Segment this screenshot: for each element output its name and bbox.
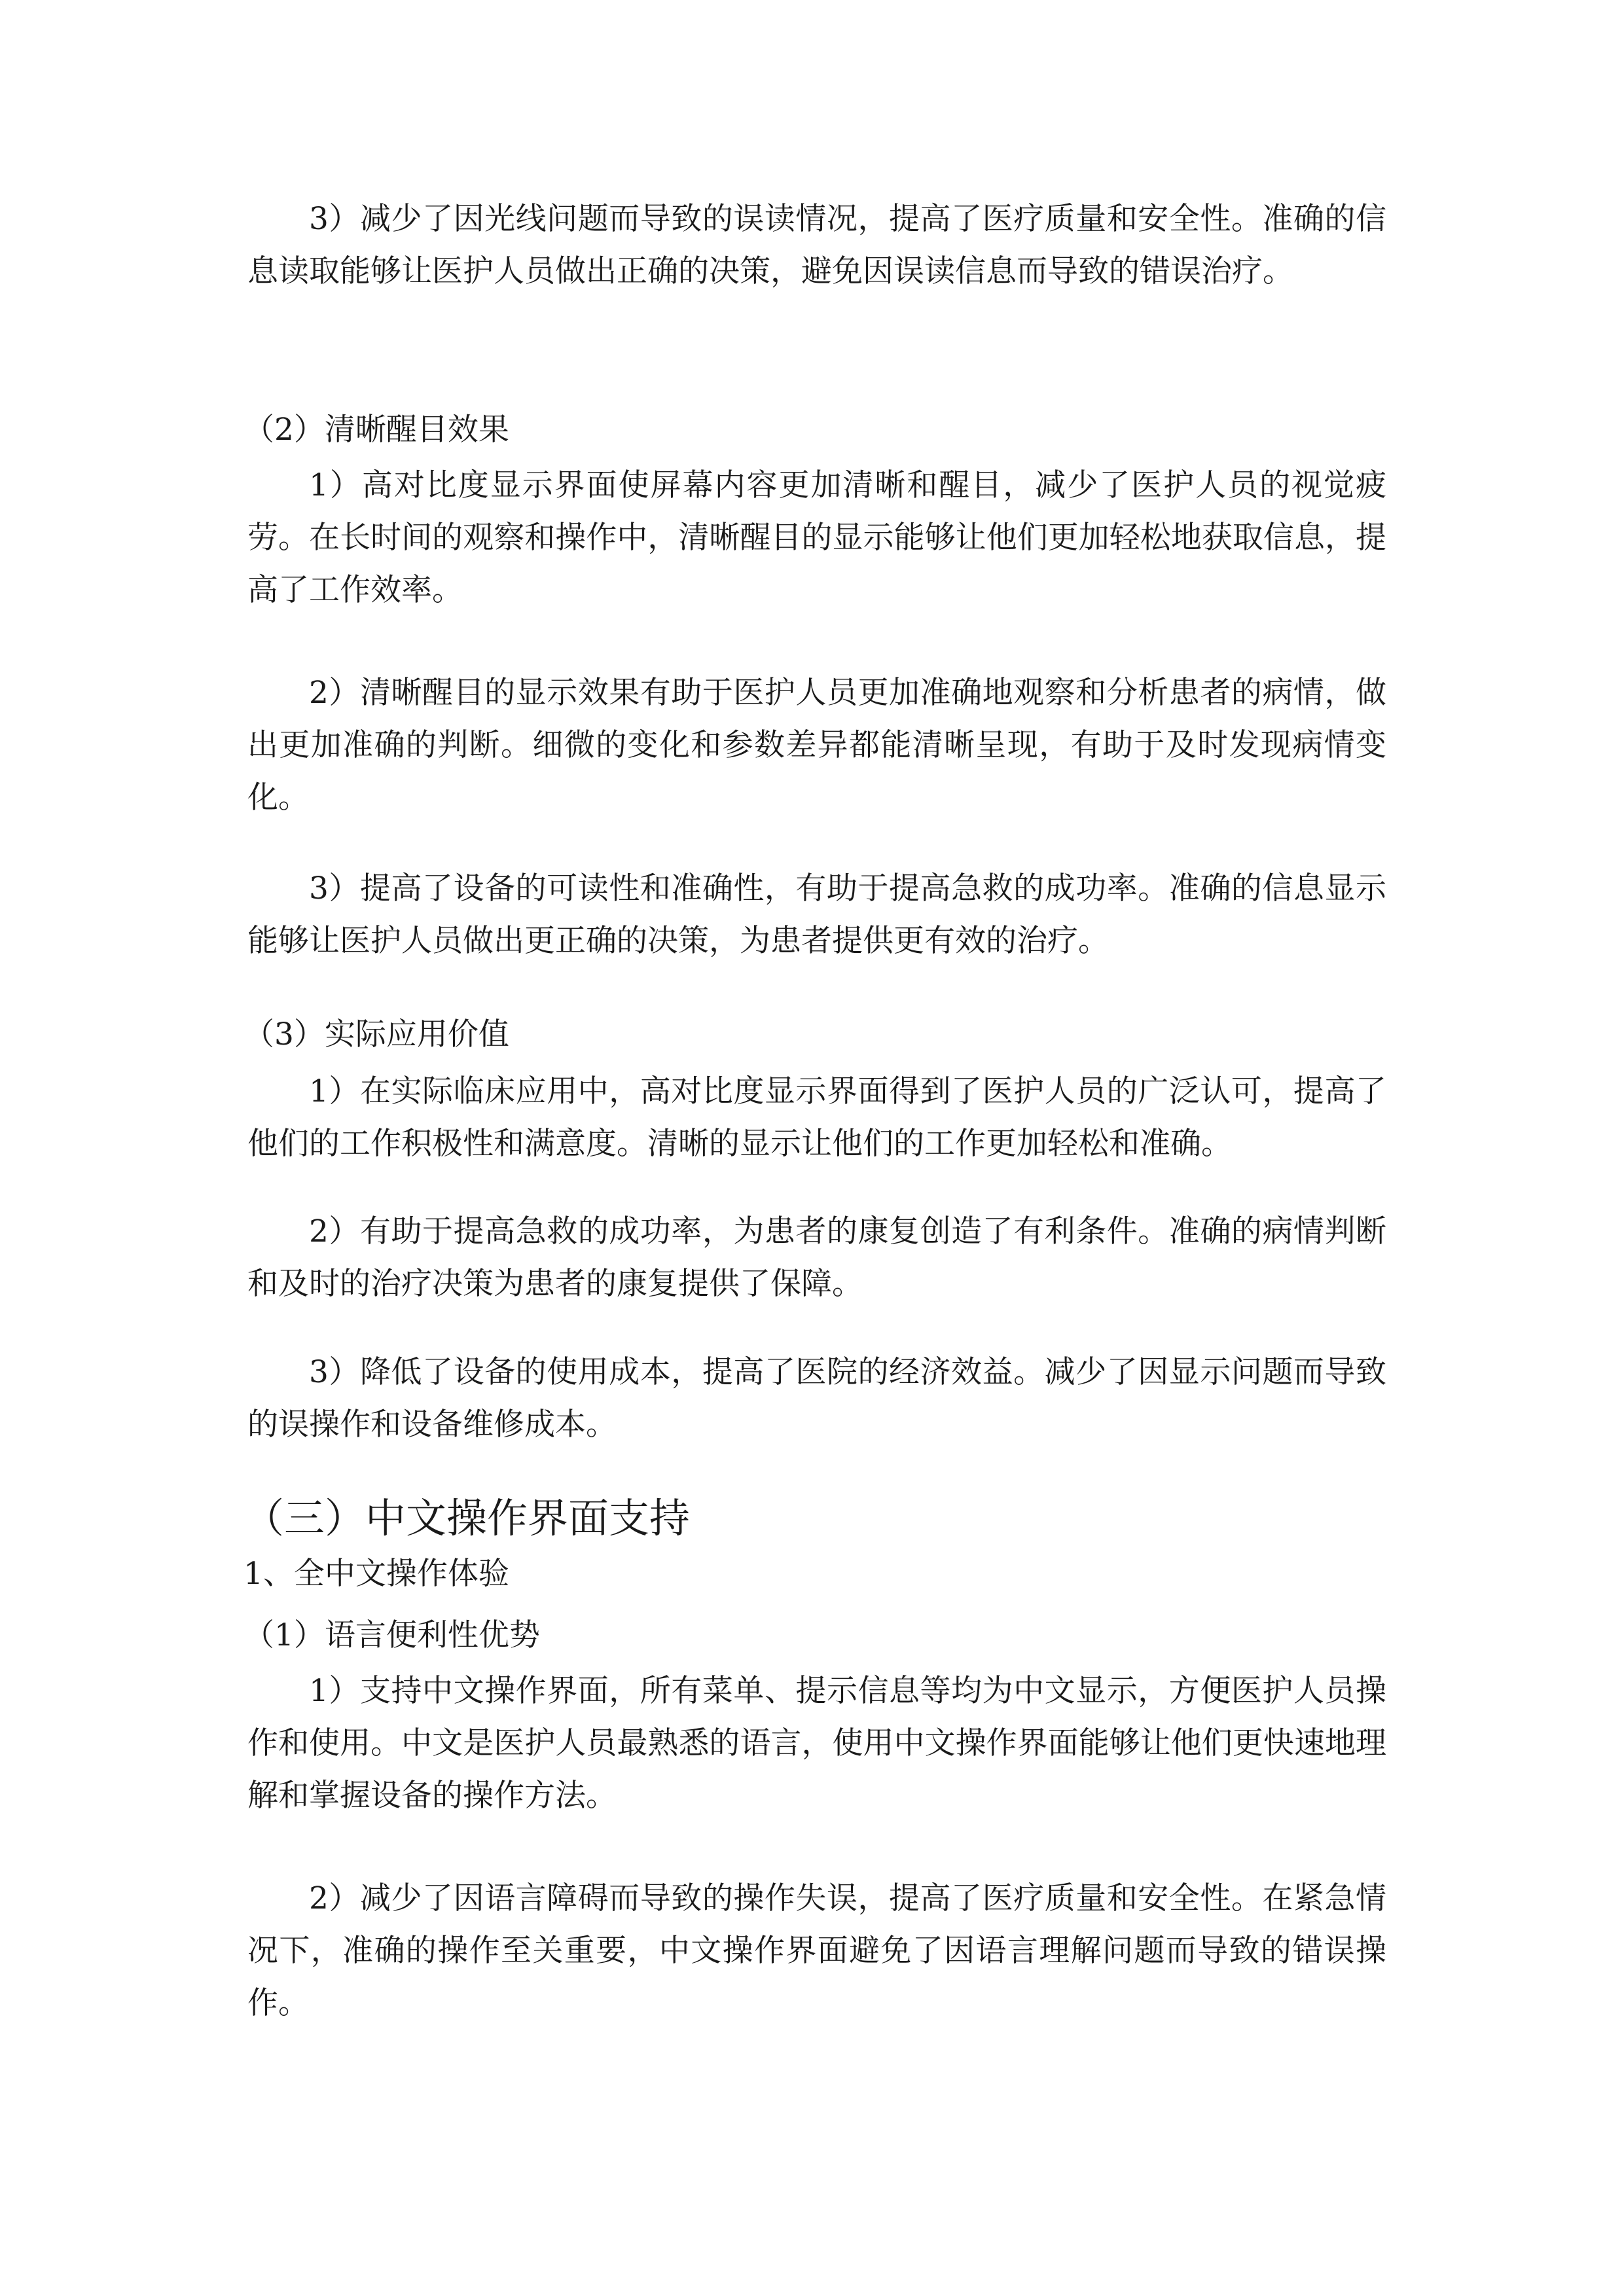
subheading-practical-value: （3）实际应用价值 [244,1016,509,1052]
paragraph-reduce-misread: 3）减少了因光线问题而导致的误读情况，提高了医疗质量和安全性。准确的信息读取能够让医护人员做出正确的决策，避免因误读信息而导致的错误治疗。 [247,201,1386,289]
paragraph-success-rate: 2）有助于提高急救的成功率，为患者的康复创造了有利条件。准确的病情判断和及时的治疗决策为患者的康复提供了保障。 [247,1213,1386,1302]
paragraph-chinese-support: 1）支持中文操作界面，所有菜单、提示信息等均为中文显示，方便医护人员操作和使用。中文是医护人员最熟悉的语言，使用中文操作界面能够让他们更快速地理解和掌握设备的操作方法。 [247,1673,1386,1814]
paragraph-readability: 3）提高了设备的可读性和准确性，有助于提高急救的成功率。准确的信息显示能够让医护人员做出更正确的决策，为患者提供更有效的治疗。 [247,870,1386,959]
paragraph-reduce-errors: 2）减少了因语言障碍而导致的操作失误，提高了医疗质量和安全性。在紧急情况下，准确的操作至关重要，中文操作界面避免了因语言理解问题而导致的错误操作。 [247,1880,1386,2021]
paragraph-clinical-application: 1）在实际临床应用中，高对比度显示界面得到了医护人员的广泛认可，提高了他们的工作积极性和满意度。清晰的显示让他们的工作更加轻松和准确。 [247,1073,1386,1162]
subheading-clear-effect: （2）清晰醒目效果 [244,412,509,448]
subheading-language-advantage: （1）语言便利性优势 [244,1617,540,1653]
paragraph-accurate-observation: 2）清晰醒目的显示效果有助于医护人员更加准确地观察和分析患者的病情，做出更加准确的判断。细微的变化和参数差异都能清晰呈现，有助于及时发现病情变化。 [247,675,1386,816]
section-heading-chinese-ui: （三）中文操作界面支持 [244,1494,691,1542]
paragraph-cost-reduction: 3）降低了设备的使用成本，提高了医院的经济效益。减少了因显示问题而导致的误操作和设备维修成本。 [247,1354,1386,1443]
heading-full-chinese-experience: 1、全中文操作体验 [244,1556,509,1592]
paragraph-high-contrast: 1）高对比度显示界面使屏幕内容更加清晰和醒目，减少了医护人员的视觉疲劳。在长时间的观察和操作中，清晰醒目的显示能够让他们更加轻松地获取信息，提高了工作效率。 [247,467,1386,608]
